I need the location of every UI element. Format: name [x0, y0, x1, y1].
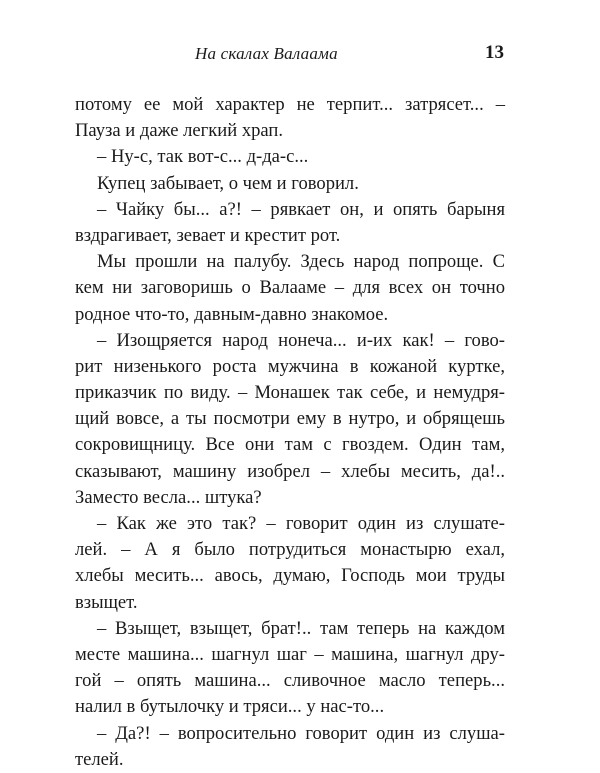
text-line: гой – опять машина... сливочное масло теперь...: [75, 670, 505, 692]
page-number: 13: [485, 42, 504, 63]
running-head: [0, 44, 600, 68]
text-line: приказчик по виду. – Монашек так себе, и немудря-: [75, 382, 505, 404]
text-line: Купец забывает, о чем и говорил.: [97, 172, 359, 194]
text-line: месте машина... шагнул шаг – машина, шагнул дру-: [75, 643, 505, 665]
text-line: лей. – А я было потрудиться монастырю ехал,: [75, 539, 505, 561]
text-line: Мы прошли на палубу. Здесь народ попроще. С: [97, 251, 505, 273]
text-line: налил в бутылочку и тряси... у нас-то...: [75, 696, 385, 718]
text-line: щий вовсе, а ты посмотри ему в нутро, и обрящешь: [75, 408, 505, 430]
text-line: – Да?! – вопросительно говорит один из слуша-: [97, 722, 505, 744]
body-text: [75, 92, 505, 773]
text-line: вздрагивает, зевает и крестит рот.: [75, 224, 341, 246]
text-line: потому ее мой характер не терпит... затрясет... –: [75, 94, 505, 115]
text-line: – Взыщет, взыщет, брат!.. там теперь на каждом: [97, 617, 505, 639]
text-line: взыщет.: [75, 591, 138, 613]
text-line: – Изощряется народ нонеча... и-их как! – гово-: [97, 329, 505, 351]
text-line: Пауза и даже легкий храп.: [75, 120, 284, 142]
text-line: Заместо весла... штука?: [75, 486, 262, 508]
text-line: – Ну-с, так вот-с... д-да-с...: [97, 146, 309, 168]
running-title: На скалах Валаама: [195, 44, 338, 63]
text-line: – Чайку бы... а?! – рявкает он, и опять барыня: [97, 198, 505, 220]
text-line: хлебы месить... авось, думаю, Господь мои труды: [75, 565, 505, 587]
text-line: сокровищницу. Все они там с гвоздем. Один там,: [75, 434, 505, 456]
text-line: рит низенького роста мужчина в кожаной куртке,: [75, 355, 505, 377]
text-line: сказывают, машину изобрел – хлебы месить, да!..: [75, 460, 505, 482]
text-line: кем ни заговоришь о Валааме – для всех он точно: [75, 277, 505, 299]
text-line: телей.: [75, 748, 124, 770]
text-line: – Как же это так? – говорит один из слушате-: [97, 513, 505, 534]
text-line: родное что-то, давным-давно знакомое.: [75, 303, 389, 325]
